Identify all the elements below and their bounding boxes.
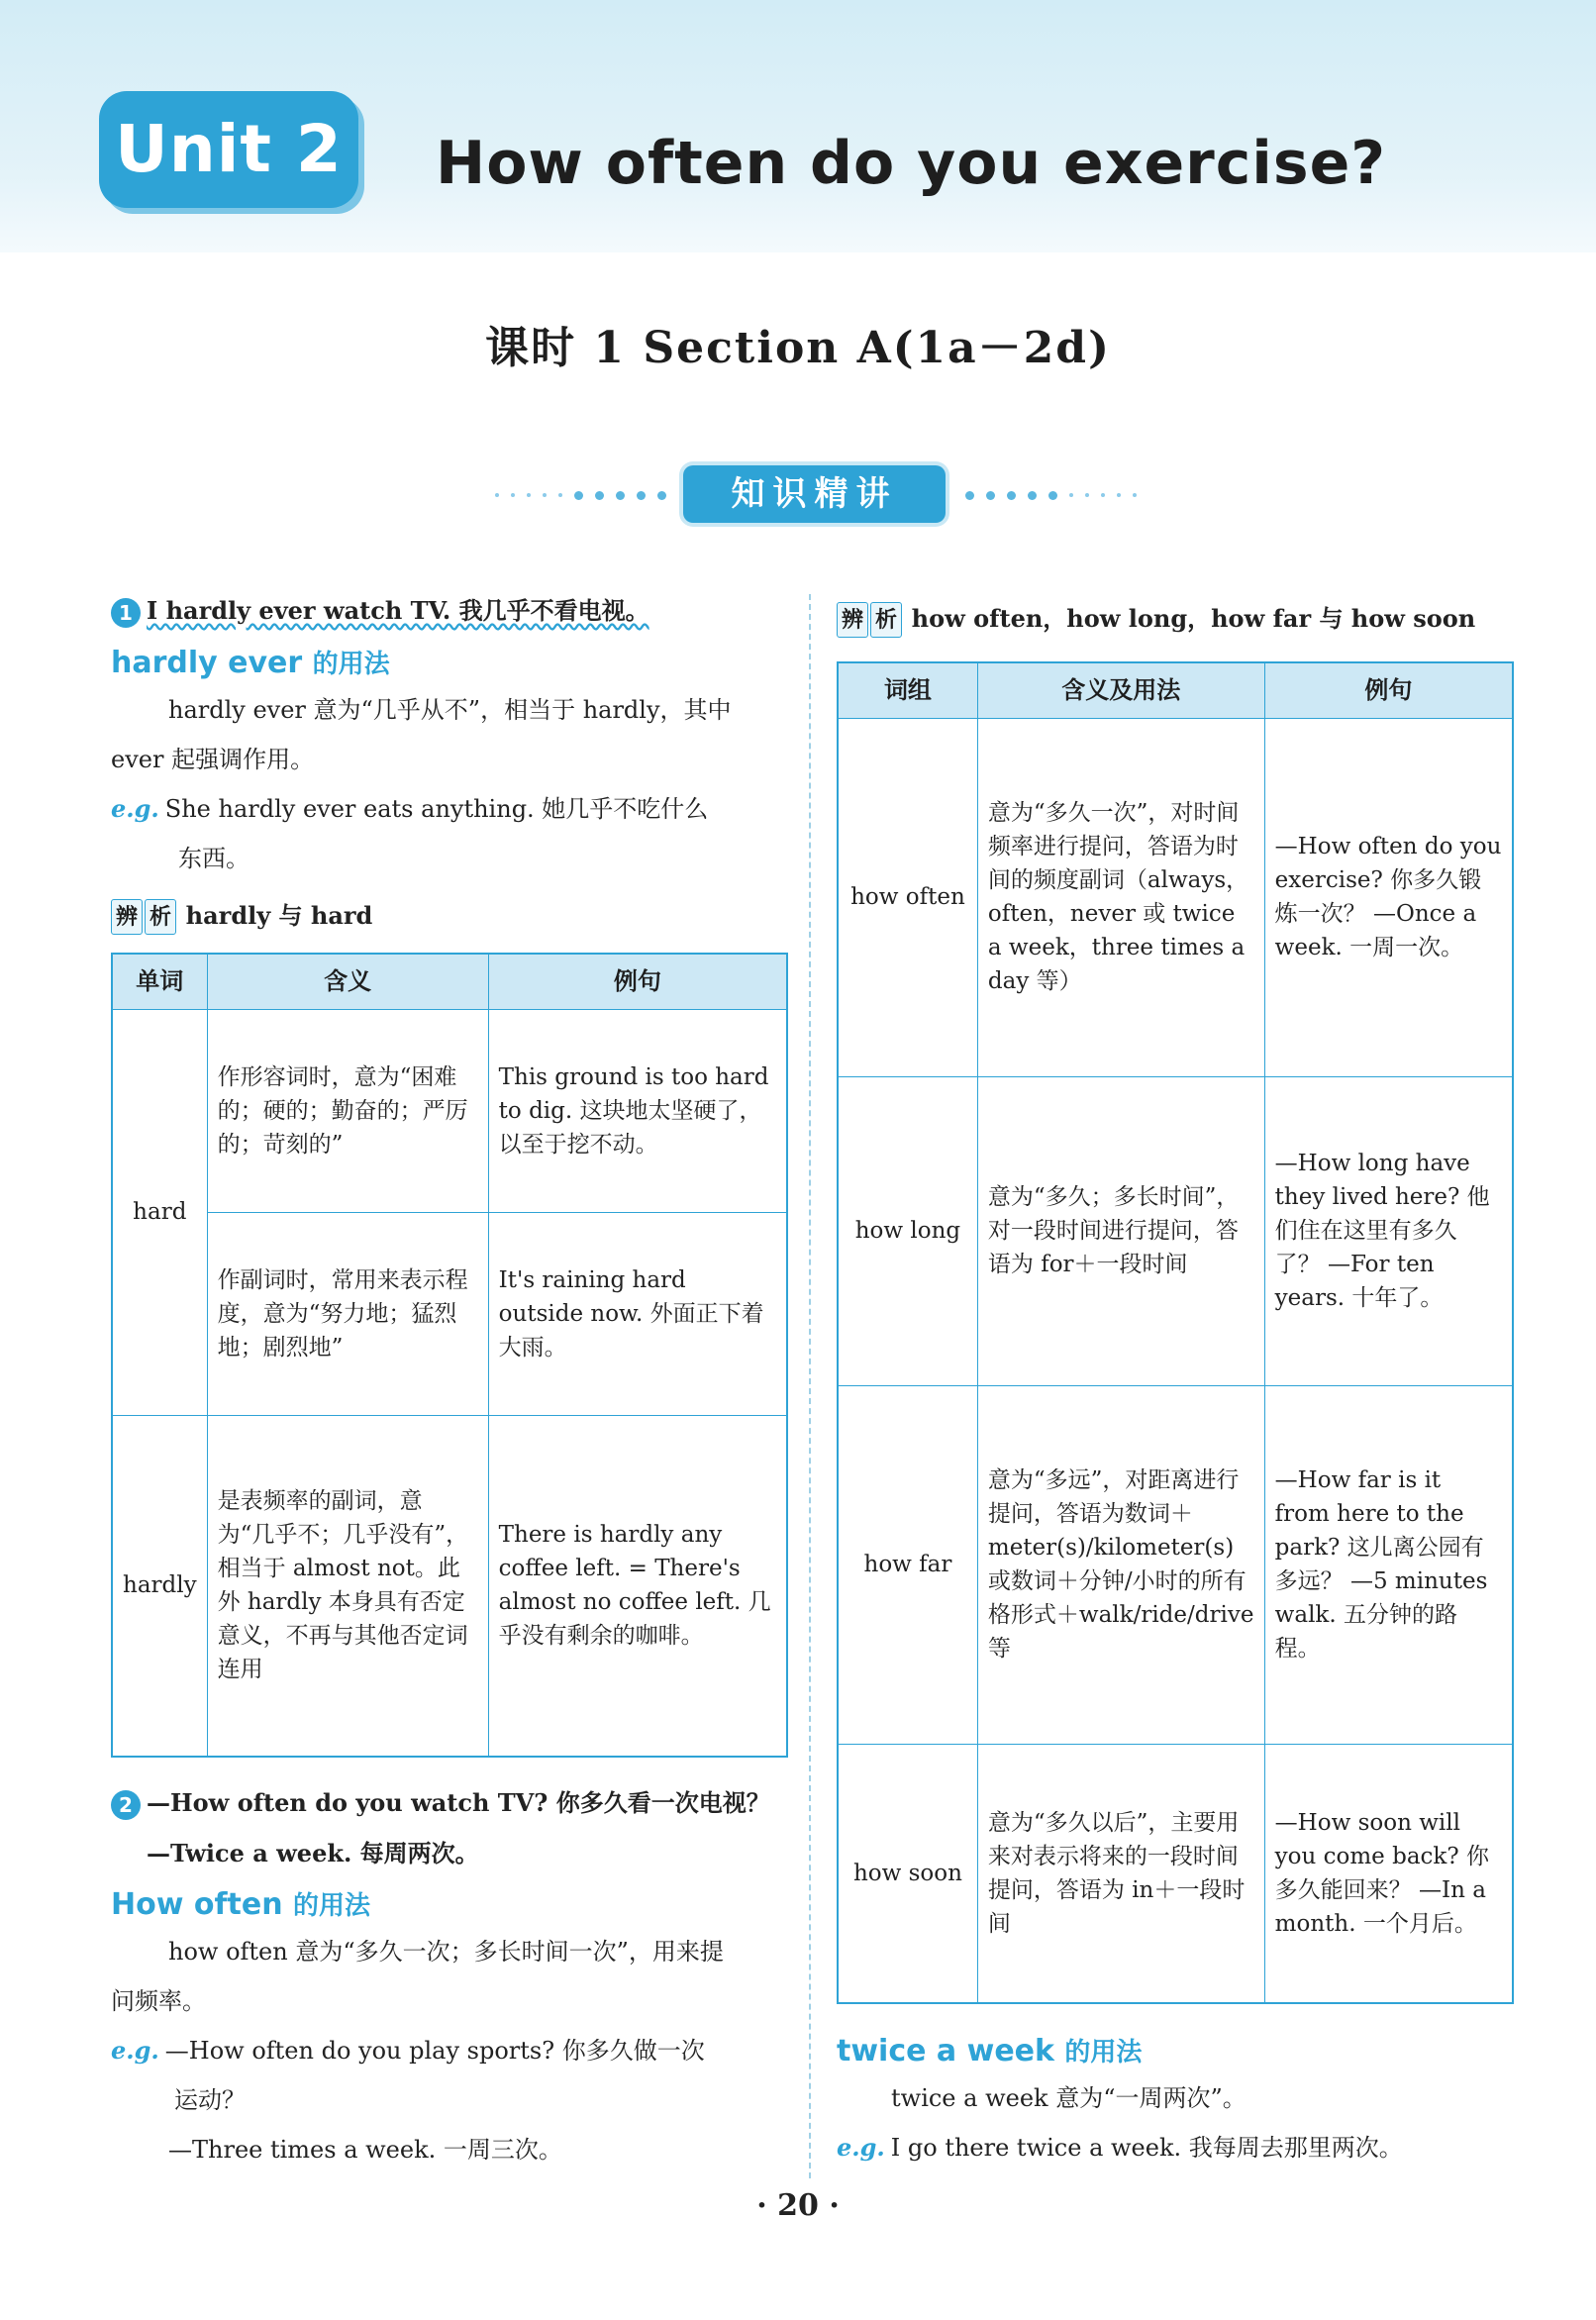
table-cell-meaning: 作副词时，常用来表示程度，意为“努力地；猛烈地；剧烈地” — [207, 1212, 488, 1415]
table-cell-example: This ground is too hard to dig. 这块地太坚硬了，以至于挖不动。 — [488, 1009, 787, 1212]
example-sentence: e.g. I go there twice a week. 我每周去那里两次。 — [837, 2133, 1403, 2162]
table-header: 例句 — [488, 954, 787, 1009]
example-sentence-cont: 东西。 — [178, 845, 249, 872]
example-sentence: e.g. She hardly ever eats anything. 她几乎不吃什么 — [111, 794, 709, 823]
table-cell-word: hard — [112, 1009, 207, 1415]
usage-heading-how-often: How often 的用法 — [111, 1887, 371, 1922]
page-number: · 20 · — [756, 2188, 840, 2223]
table-cell-phrase: how soon — [838, 1744, 977, 2003]
table-cell-example: —How often do you exercise? 你多久锻炼一次？ —Once a week. 一周一次。 — [1264, 718, 1513, 1076]
example-sentence-cont: 运动？ — [174, 2086, 246, 2114]
how-questions-table — [837, 661, 1514, 2004]
example-sentence-cont: —Three times a week. 一周三次。 — [168, 2136, 562, 2164]
unit-title: How often do you exercise? — [436, 129, 1387, 198]
table-cell-phrase: how long — [838, 1076, 977, 1385]
table-cell-phrase: how often — [838, 718, 977, 1076]
usage-heading-hardly-ever: hardly ever 的用法 — [111, 646, 390, 680]
table-cell-example: —How long have they lived here? 他们住在这里有多久了？ —For ten years. 十年了。 — [1264, 1076, 1513, 1385]
table-header: 单词 — [112, 954, 207, 1009]
point-1-sentence: 1 I hardly ever watch TV. 我几乎不看电视。 — [111, 594, 794, 628]
explanation-line: twice a week 意为“一周两次”。 — [891, 2084, 1247, 2112]
table-cell-meaning: 意为“多久以后”，主要用来对表示将来的一段时间提问，答语为 in＋一段时间 — [977, 1744, 1264, 2003]
explanation-line: how often 意为“多久一次；多长时间一次”，用来提 — [168, 1938, 724, 1966]
table-cell-example: —How soon will you come back? 你多久能回来？ —In a month. 一个月后。 — [1264, 1744, 1513, 2003]
table-header: 例句 — [1264, 662, 1513, 718]
hardly-hard-table — [111, 953, 788, 1758]
lesson-title: 课时 1 Section A(1a－2d) — [485, 323, 1111, 373]
point-number-badge: 1 — [111, 598, 141, 628]
unit-badge: Unit 2 — [99, 91, 358, 208]
bianxi-heading: 辨 析 how often，how long，how far 与 how soon — [837, 602, 1559, 638]
example-sentence: e.g. —How often do you play sports? 你多久做一次 — [111, 2036, 705, 2065]
section-banner: 知识精讲 — [683, 465, 946, 523]
usage-heading-twice-a-week: twice a week 的用法 — [837, 2034, 1143, 2068]
table-cell-example: —How far is it from here to the park? 这儿离公园有多远？ —5 minutes walk. 五分钟的路程。 — [1264, 1385, 1513, 1744]
banner-dots-left — [495, 487, 666, 503]
table-header: 含义 — [207, 954, 488, 1009]
bianxi-heading: 辨 析 hardly 与 hard — [111, 899, 804, 935]
explanation-line: ever 起强调作用。 — [111, 746, 315, 773]
explanation-line: 问频率。 — [111, 1987, 206, 2015]
table-cell-example: There is hardly any coffee left. = There's almost no coffee left. 几乎没有剩余的咖啡。 — [488, 1415, 787, 1757]
table-cell-meaning: 作形容词时，意为“困难的；硬的；勤奋的；严厉的；苛刻的” — [207, 1009, 488, 1212]
table-cell-word: hardly — [112, 1415, 207, 1757]
column-divider — [809, 594, 811, 2178]
banner-dots-right — [965, 487, 1137, 503]
point-number-badge: 2 — [111, 1790, 141, 1820]
table-cell-meaning: 意为“多久；多长时间”，对一段时间进行提问，答语为 for＋一段时间 — [977, 1076, 1264, 1385]
explanation-line: hardly ever 意为“几乎从不”，相当于 hardly，其中 — [168, 696, 732, 724]
table-cell-meaning: 意为“多远”，对距离进行提问，答语为数词＋meter(s)/kilometer(s)或数词＋分钟/小时的所有格形式＋walk/ride/drive 等 — [977, 1385, 1264, 1744]
point-2-answer: —Twice a week. 每周两次。 — [147, 1839, 479, 1867]
table-cell-meaning: 意为“多久一次”，对时间频率进行提问，答语为时间的频度副词（always，often，never 或 twice a week，three times a day 等） — [977, 718, 1264, 1076]
table-cell-phrase: how far — [838, 1385, 977, 1744]
point-2-question: 2 —How often do you watch TV? 你多久看一次电视？ — [111, 1786, 804, 1820]
table-cell-meaning: 是表频率的副词，意为“几乎不；几乎没有”，相当于 almost not。此外 hardly 本身具有否定意义，不再与其他否定词连用 — [207, 1415, 488, 1757]
table-cell-example: It's raining hard outside now. 外面正下着大雨。 — [488, 1212, 787, 1415]
table-header: 含义及用法 — [977, 662, 1264, 718]
table-header: 词组 — [838, 662, 977, 718]
